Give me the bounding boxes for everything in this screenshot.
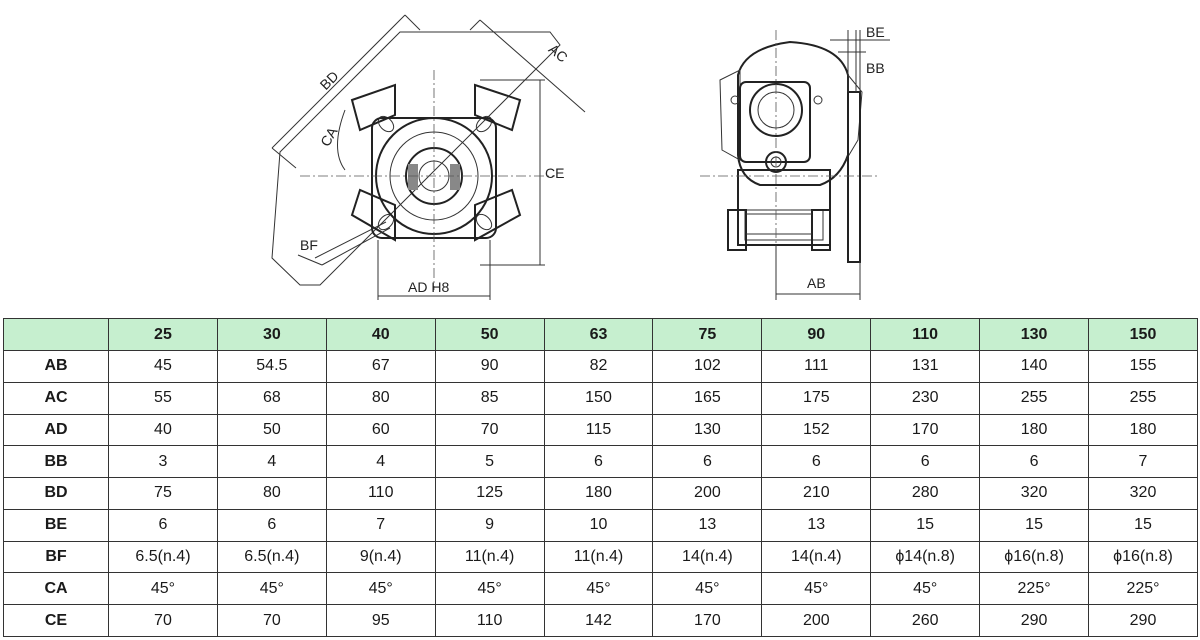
label-bd: BD	[316, 67, 342, 93]
table-cell: 45°	[217, 573, 326, 605]
table-cell: 90	[435, 351, 544, 383]
label-bf: BF	[300, 237, 318, 253]
table-cell: 45°	[653, 573, 762, 605]
table-cell: 115	[544, 414, 653, 446]
header-corner	[4, 319, 109, 351]
table-row	[4, 446, 1198, 478]
table-cell: 45°	[762, 573, 871, 605]
table-cell: 6.5(n.4)	[109, 541, 218, 573]
table-cell: 110	[326, 478, 435, 510]
table-cell: 6	[871, 446, 980, 478]
table-cell: 10	[544, 509, 653, 541]
table-cell: 170	[653, 605, 762, 637]
table-cell: 13	[762, 509, 871, 541]
table-row	[4, 382, 1198, 414]
table-cell: 15	[871, 509, 980, 541]
table-cell: 230	[871, 382, 980, 414]
table-row	[4, 509, 1198, 541]
table-cell: 82	[544, 351, 653, 383]
table-cell: 75	[109, 478, 218, 510]
table-cell: 225°	[1089, 573, 1198, 605]
table-cell: 320	[1089, 478, 1198, 510]
row-label: BF	[4, 541, 109, 573]
header-size: 110	[871, 319, 980, 351]
table-cell: 45	[109, 351, 218, 383]
table-cell: 6.5(n.4)	[217, 541, 326, 573]
header-size: 63	[544, 319, 653, 351]
table-cell: 40	[109, 414, 218, 446]
table-cell: 175	[762, 382, 871, 414]
table-cell: 140	[980, 351, 1089, 383]
header-size: 30	[217, 319, 326, 351]
table-cell: 11(n.4)	[435, 541, 544, 573]
header-size: 75	[653, 319, 762, 351]
table-cell: 102	[653, 351, 762, 383]
table-row	[4, 541, 1198, 573]
table-cell: 142	[544, 605, 653, 637]
table-cell: 70	[217, 605, 326, 637]
table-header-row	[4, 319, 1198, 351]
label-ad: AD H8	[408, 279, 450, 295]
table-cell: 6	[980, 446, 1089, 478]
table-cell: 111	[762, 351, 871, 383]
table-cell: ϕ16(n.8)	[980, 541, 1089, 573]
row-label: CA	[4, 573, 109, 605]
table-cell: 180	[544, 478, 653, 510]
table-cell: 15	[1089, 509, 1198, 541]
table-cell: 180	[1089, 414, 1198, 446]
table-row	[4, 414, 1198, 446]
table-cell: 6	[762, 446, 871, 478]
table-cell: 180	[980, 414, 1089, 446]
table-cell: 165	[653, 382, 762, 414]
table-cell: 14(n.4)	[762, 541, 871, 573]
table-cell: 85	[435, 382, 544, 414]
table-cell: 45°	[871, 573, 980, 605]
label-ab: AB	[807, 275, 826, 291]
table-cell: 6	[217, 509, 326, 541]
table-row	[4, 478, 1198, 510]
table-cell: 7	[1089, 446, 1198, 478]
row-label: CE	[4, 605, 109, 637]
table-cell: 60	[326, 414, 435, 446]
table-cell: 67	[326, 351, 435, 383]
table-cell: 210	[762, 478, 871, 510]
header-size: 40	[326, 319, 435, 351]
table-row	[4, 351, 1198, 383]
table-cell: 50	[217, 414, 326, 446]
label-ac: AC	[545, 40, 571, 66]
table-cell: 225°	[980, 573, 1089, 605]
table-cell: 68	[217, 382, 326, 414]
table-cell: 200	[653, 478, 762, 510]
table-cell: 320	[980, 478, 1089, 510]
table-cell: 170	[871, 414, 980, 446]
table-cell: 70	[435, 414, 544, 446]
table-cell: 6	[544, 446, 653, 478]
table-cell: 95	[326, 605, 435, 637]
table-cell: 55	[109, 382, 218, 414]
table-cell: 3	[109, 446, 218, 478]
table-cell: 150	[544, 382, 653, 414]
table-cell: 155	[1089, 351, 1198, 383]
table-cell: 70	[109, 605, 218, 637]
table-cell: 14(n.4)	[653, 541, 762, 573]
header-size: 25	[109, 319, 218, 351]
front-view	[272, 15, 585, 300]
table-cell: ϕ16(n.8)	[1089, 541, 1198, 573]
row-label: BB	[4, 446, 109, 478]
table-cell: 7	[326, 509, 435, 541]
table-cell: 260	[871, 605, 980, 637]
table-cell: 45°	[326, 573, 435, 605]
technical-drawing	[0, 0, 1200, 318]
table-cell: 9	[435, 509, 544, 541]
table-cell: 45°	[109, 573, 218, 605]
table-cell: 280	[871, 478, 980, 510]
row-label: BE	[4, 509, 109, 541]
row-label: AD	[4, 414, 109, 446]
table-body	[4, 351, 1198, 637]
dimension-table	[3, 318, 1198, 637]
table-cell: 131	[871, 351, 980, 383]
header-size: 150	[1089, 319, 1198, 351]
table-cell: 152	[762, 414, 871, 446]
table-row	[4, 605, 1198, 637]
table-cell: 130	[653, 414, 762, 446]
table-cell: ϕ14(n.8)	[871, 541, 980, 573]
table-cell: 6	[653, 446, 762, 478]
header-size: 90	[762, 319, 871, 351]
table-cell: 4	[326, 446, 435, 478]
table-cell: 110	[435, 605, 544, 637]
table-cell: 15	[980, 509, 1089, 541]
table-cell: 255	[1089, 382, 1198, 414]
row-label: AC	[4, 382, 109, 414]
table-cell: 6	[109, 509, 218, 541]
table-cell: 80	[217, 478, 326, 510]
table-row	[4, 573, 1198, 605]
table-cell: 54.5	[217, 351, 326, 383]
table-cell: 45°	[435, 573, 544, 605]
table-cell: 290	[980, 605, 1089, 637]
table-cell: 125	[435, 478, 544, 510]
table-cell: 5	[435, 446, 544, 478]
label-be: BE	[866, 24, 885, 40]
table-cell: 45°	[544, 573, 653, 605]
label-ce: CE	[545, 165, 565, 181]
table-cell: 13	[653, 509, 762, 541]
label-ca: CA	[316, 124, 341, 150]
side-view	[700, 24, 890, 300]
label-bb: BB	[866, 60, 885, 76]
table-cell: 200	[762, 605, 871, 637]
table-cell: 290	[1089, 605, 1198, 637]
header-size: 50	[435, 319, 544, 351]
table-cell: 255	[980, 382, 1089, 414]
table-cell: 11(n.4)	[544, 541, 653, 573]
row-label: AB	[4, 351, 109, 383]
header-size: 130	[980, 319, 1089, 351]
row-label: BD	[4, 478, 109, 510]
table-cell: 80	[326, 382, 435, 414]
table-cell: 9(n.4)	[326, 541, 435, 573]
table-cell: 4	[217, 446, 326, 478]
